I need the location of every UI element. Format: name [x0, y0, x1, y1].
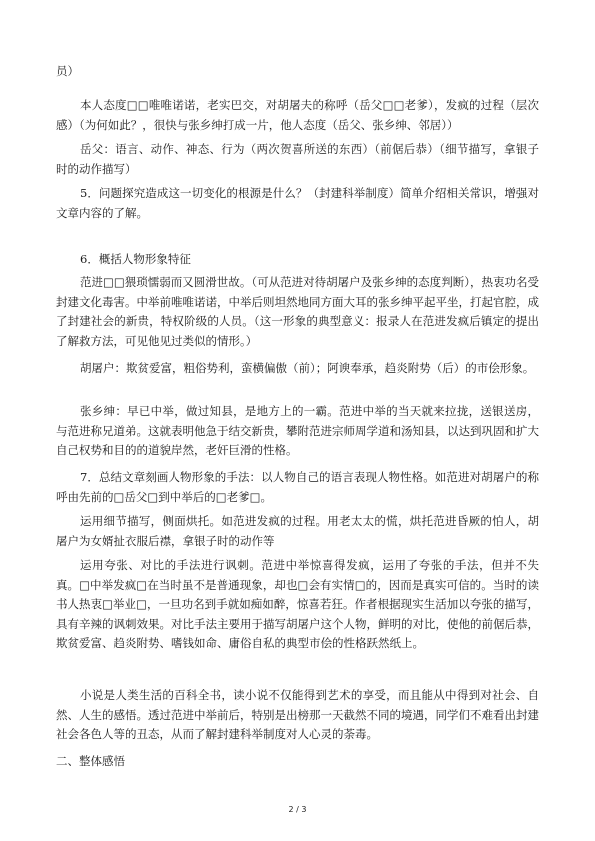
page-number: 2 / 3	[288, 805, 307, 814]
paragraph-novel-insight: 小说是人类生活的百科全书，读小说不仅能得到艺术的享受，而且能从中得到对社会、自然、人生的感悟。透过范进中举前后，特别是出榜那一天截然不同的境遇，同学们不难看出封建社会各色人等的丑态，从而了解封建科举制度对人心灵的荼毒。	[56, 688, 539, 742]
paragraph-father-in-law: 岳父：语言、动作、神态、行为（两次贺喜所送的东西）（前倨后恭）（细节描写，拿银子时的动作描写）	[56, 142, 539, 176]
paragraph-detail-description: 运用细节描写，侧面烘托。如范进发疯的过程。用老太太的慌，烘托范进昏厥的怕人，胡屠户为女婿扯衣服后襟，拿银子时的动作等	[56, 514, 539, 548]
section-heading-2: 二、整体感悟	[56, 754, 125, 768]
paragraph-butcher-hu: 胡屠户：欺贫爱富，粗俗势利，蛮横偏傲（前）；阿谀奉承，趋炎附势（后）的市侩形象。	[80, 361, 535, 375]
heading-6: 6．概括人物形象特征	[80, 252, 191, 266]
paragraph-continuation: 员）	[56, 64, 79, 78]
paragraph-squire-zhang: 张乡绅：早已中举，做过知县，是地方上的一霸。范进中举的当天就来拉拢，送银送房，与范进称兄道弟。这就表明他急于结交新贵，攀附范进宗师周学道和汤知县，以达到巩固和扩大自己权势和目的的道貌岸然，老奸巨滑的性格。	[56, 404, 539, 458]
paragraph-question-5: 5．问题探究造成这一切变化的根源是什么？（封建科举制度）简单介绍相关常识，增强对文章内容的了解。	[56, 186, 539, 220]
paragraph-fan-jin: 范进□□猥琐懦弱而又圆滑世故。（可从范进对待胡屠户及张乡绅的态度判断），热衷功名受封建文化毒害。中举前唯唯诺诺，中举后则坦然地同方面大耳的张乡绅平起平坐，打起官腔，成了封建社会的新贵，特权阶级的人员。（这一形象的典型意义：报录人在范进发疯后镇定的提出了解救方法，可见他见过类似的情形。）	[56, 275, 539, 348]
paragraph-exaggeration: 运用夸张、对比的手法进行讽刺。范进中举惊喜得发疯，运用了夸张的手法，但并不失真。□中举发疯□在当时虽不是普通现象，却也□会有实情□的，因而是真实可信的。当时的读书人热衷□举业□，一旦功名到手就如痴如醉，惊喜若狂。作者根据现实生活加以夸张的描写，具有辛辣的讽刺效果。对比手法主要用于描写胡屠户这个人物，鲜明的对比，使他的前倨后恭，欺贫爱富、趋炎附势、嗜钱如命、庸俗自私的典型市侩的性格跃然纸上。	[56, 558, 539, 651]
paragraph-technique-7: 7．总结文章刻画人物形象的手法：以人物自己的语言表现人物性格。如范进对胡屠户的称呼由先前的□岳父□到中举后的□老爹□。	[56, 470, 539, 504]
paragraph-attitude: 本人态度□□唯唯诺诺，老实巴交，对胡屠夫的称呼（岳父□□老爹），发疯的过程（层次感）（为何如此？，很快与张乡绅打成一片，他人态度（岳父、张乡绅、邻居））	[56, 98, 539, 132]
